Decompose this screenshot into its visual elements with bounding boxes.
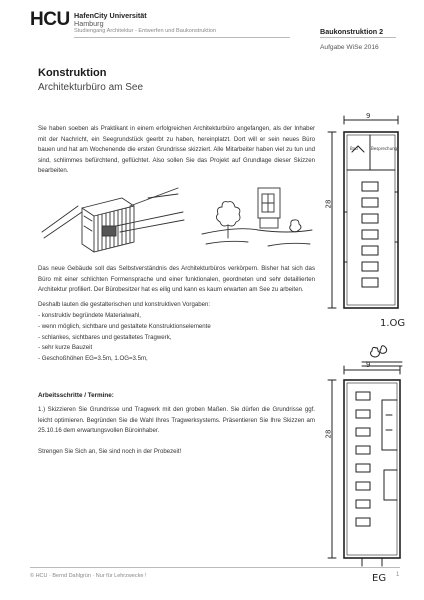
intro-paragraph: Sie haben soeben als Praktikant in einem erfolgreichen Architekturbüro angefangen, als der Inhaber mit der Nachricht, ein Seegrundstück geerbt zu haben, hereinplatzt. Dort will er sein neues Büro bauen und hat am Wochenende die ersten Grundrisse skizziert. Alle Mitarbeiter haben viel zu tun und sind, schlimmes befürchtend, geflüchtet. Also sollen Sie das Projekt auf Grundlage dieser Skizzen bearbeiten. <box>38 125 315 174</box>
program-name: Studiengang Architektur - Entwerfen und Baukonstruktion <box>74 28 217 34</box>
room-label-bau: Bau <box>350 146 358 151</box>
footer-copyright: © HCU · Bernd Dahlgrün · Nur für Lehrzwecke ! <box>30 573 147 579</box>
building-perspective-sketch <box>38 176 188 256</box>
header-rule-right <box>320 37 396 38</box>
steps-paragraph: 1.) Skizzieren Sie Grundrisse und Tragwerk mit den groben Maßen. Sie dürfen die Grundrisse ggf. leicht optimieren. Begründen Sie die Wahl Ihres Tragwerksystems. Präsentieren Sie Ihre Skizzen am 25.10.16 dem erwartungsvollen Büroinhaber. <box>38 406 315 434</box>
concept-paragraph: Das neue Gebäude soll das Selbstverständnis des Architekturbüros verkörpern. Bisher hat sich das Büro mit einer schlichten Formensprache und einer funktionalen, geordneten und sehr detaillierten Architektur profiliert. Der Bürobesitzer hat es eilig und kann es kaum erwarten am See zu arbeiten. <box>38 265 315 293</box>
list-item: - Geschoßhöhen EG=3.5m, 1.OG=3.5m, <box>38 355 148 363</box>
dim-width-eg: 9 <box>366 361 371 369</box>
dim-width-1og: 9 <box>366 112 371 120</box>
floor-label-eg: EG <box>372 573 387 584</box>
list-item: - konstruktiv begründete Materialwahl, <box>38 312 141 319</box>
course-name: Baukonstruktion 2 <box>320 27 384 36</box>
requirements-list <box>38 311 211 365</box>
dim-length-1og: 28 <box>324 199 333 209</box>
page-number: 1 <box>396 572 400 578</box>
list-item: - sehr kurze Bauzeit <box>38 344 93 352</box>
list-item: - schlankes, sichtbares und gestaltetes Tragwerk, <box>38 333 172 341</box>
floor-plan-1og-sketch <box>322 112 418 322</box>
page-title: Konstruktion <box>38 67 107 79</box>
floor-plan-eg-sketch <box>322 340 418 572</box>
list-item: - wenn möglich, sichtbare und gestaltete Konstruktionselemente <box>38 322 211 330</box>
header-rule-left <box>74 37 290 38</box>
university-city: Hamburg <box>74 19 104 28</box>
hcu-logo: HCU <box>30 9 70 30</box>
facade-sketch <box>198 180 316 258</box>
requirements-intro: Deshalb lauten die gestalterischen und konstruktiven Vorgaben: <box>38 301 211 308</box>
room-label-besprechung: Besprechung <box>371 146 398 151</box>
floor-label-1og: 1.OG <box>380 318 406 329</box>
dim-length-eg: 28 <box>324 429 333 439</box>
task-label: Aufgabe WiSe 2016 <box>320 44 379 51</box>
steps-heading: Arbeitsschritte / Termine: <box>38 392 114 399</box>
page-subtitle: Architekturbüro am See <box>38 82 144 93</box>
university-name: HafenCity Universität <box>74 11 147 20</box>
footer-rule <box>30 567 400 568</box>
closing-paragraph: Strengen Sie Sich an, Sie sind noch in der Probezeit! <box>38 448 182 455</box>
